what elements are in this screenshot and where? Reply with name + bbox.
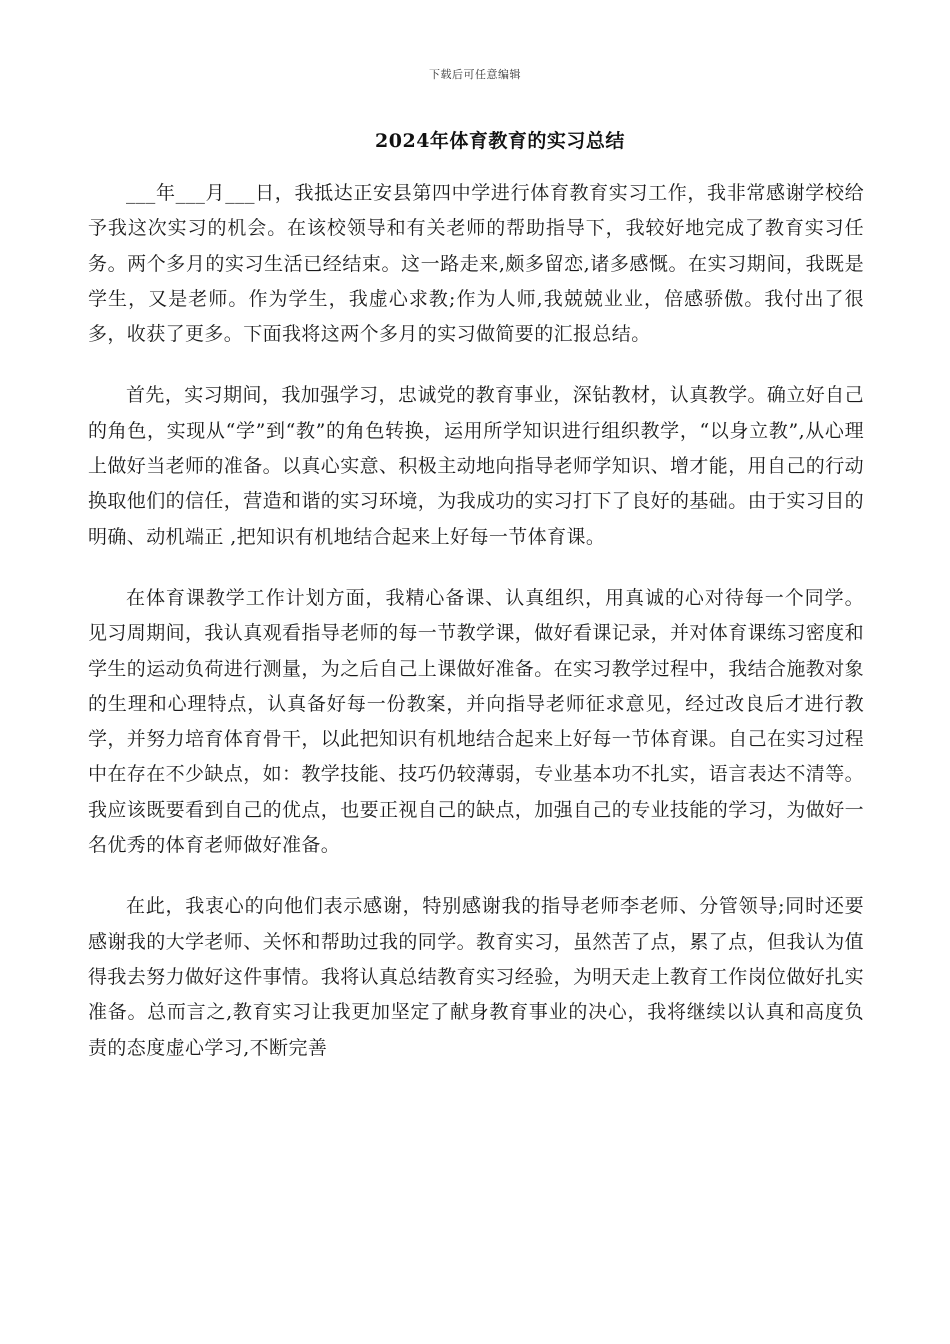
paragraph-1: ___年___月___日，我抵达正安县第四中学进行体育教育实习工作，我非常感谢学校给予我这次实习的机会。在该校领导和有关老师的帮助指导下，我较好地完成了教育实习任务。两个多月的实习生活已经结束。这一路走来,颇多留恋,诸多感慨。在实习期间，我既是学生，又是老师。作为学生，我虚心求教;作为人师,我兢兢业业，倍感骄傲。我付出了很多，收获了更多。下面我将这两个多月的实习做简要的汇报总结。 <box>88 182 864 346</box>
page-title: 2024年体育教育的实习总结 <box>375 130 625 152</box>
document-body <box>88 176 864 1092</box>
paragraph-2: 首先，实习期间，我加强学习，忠诚党的教育事业，深钻教材，认真教学。确立好自己的角色，实现从“学”到“教”的角色转换，运用所学知识进行组织教学，“以身立教”,从心理上做好当老师的准备。以真心实意、积极主动地向指导老师学知识、增才能，用自己的行动换取他们的信任，营造和谐的实习环境，为我成功的实习打下了良好的基础。由于实习目的明确、动机端正 ,把知识有机地结合起来上好每一节体育课。 <box>88 384 865 548</box>
header-note: 下载后可任意编辑 <box>429 68 521 81</box>
paragraph-4: 在此，我衷心的向他们表示感谢，特别感谢我的指导老师李老师、分管领导;同时还要感谢我的大学老师、关怀和帮助过我的同学。教育实习，虽然苦了点，累了点，但我认为值得我去努力做好这件事情。我将认真总结教育实习经验，为明天走上教育工作岗位做好扎实准备。总而言之,教育实习让我更加坚定了献身教育事业的决心，我将继续以认真和高度负责的态度虚心学习,不断完善 <box>88 895 865 1059</box>
paragraph-3: 在体育课教学工作计划方面，我精心备课、认真组织，用真诚的心对待每一个同学。 见习周期间，我认真观看指导老师的每一节教学课，做好看课记录，并对体育课练习密度和学生的运动负荷进行测量，为之后自己上课做好准备。在实习教学过程中，我结合施教对象的生理和心理特点，认真备好每一份教案，并向指导老师征求意见，经过改良后才进行教学，并努力培育体育骨干，以此把知识有机地结合起来上好每一节体育课。自己在实习过程中在存在不少缺点，如：教学技能、技巧仍较薄弱，专业基本功不扎实，语言表达不清等。我应该既要看到自己的优点，也要正视自己的缺点，加强自己的专业技能的学习，为做好一名优秀的体育老师做好准备。 <box>88 586 865 857</box>
